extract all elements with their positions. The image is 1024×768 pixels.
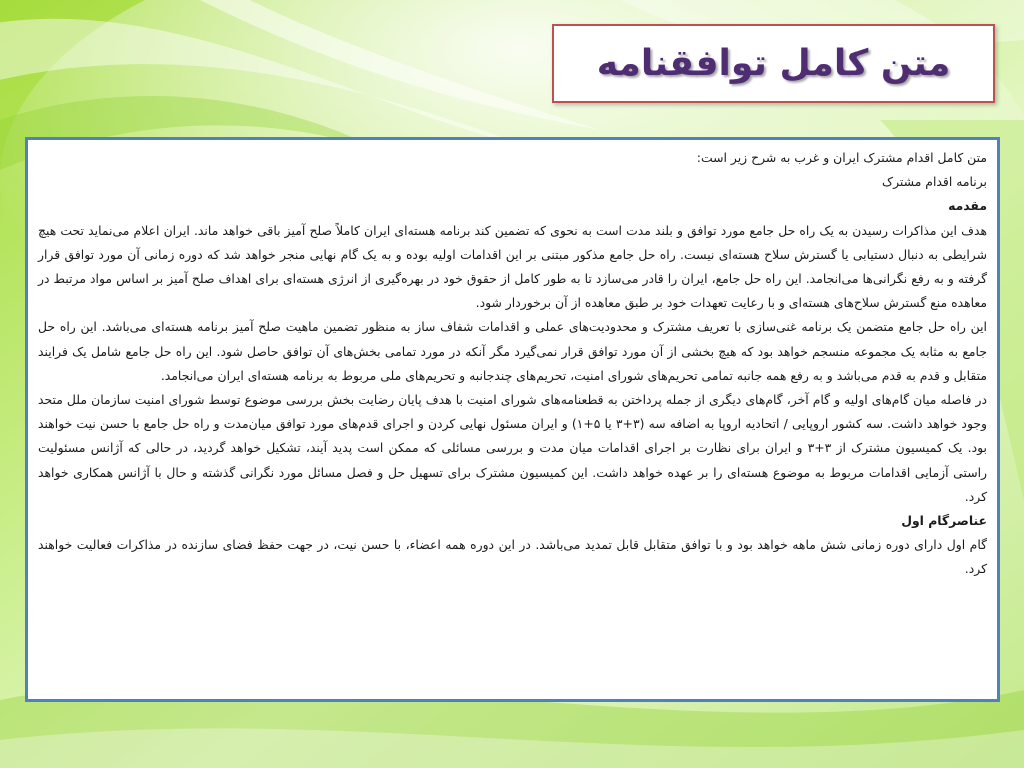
paragraph: متن کامل اقدام مشترک ایران و غرب به شرح زیر است: [696, 150, 987, 165]
title-box [552, 24, 995, 103]
paragraph: در فاصله میان گام‌های اولیه و گام آخر، گام‌های دیگری از جمله پرداختن به قطعنامه‌های شورای امنیت با هدف پایان رضایت بخش بررسی موضوع توسط شورای امنیت سازمان ملل متحد وجود خواهد داشت. سه کشور اروپایی / اتحادیه اروپا به اضافه سه (۳+۳ یا ۵+۱) و ایران مسئول نهایی کردن و اجرای قدم‌های مورد توافق میان‌مدت و راه حل جامع با حسن نیت خواهند بود. یک کمیسیون مشترک از ۳+۳ و ایران برای نظارت بر اجرای اقدامات میان مدت و بررسی مسائلی که ممکن است پدید آیند، تشکیل خواهد گردید، در حالی که آژانس مسئولیت راستی آزمایی اقدامات مربوط به موضوع هسته‌ای را بر عهده خواهد داشت. این کمیسیون مشترک برای تسهیل حل و فصل مسائل مورد نگرانی گذشته و حال با آژانس همکاری خواهد کرد. [38, 392, 987, 504]
section-heading: مقدمه [948, 198, 987, 214]
slide-title: متن کامل توافقنامه [596, 43, 951, 84]
paragraph: این راه حل جامع متضمن یک برنامه غنی‌سازی با تعریف مشترک و محدودیت‌های عملی و اقدامات شفاف ساز به منظور تضمین ماهیت صلح آمیز برنامه هسته‌ای می‌باشد. این راه حل جامع به مثابه یک مجموعه منسجم خواهد بود که هیچ بخشی از آن مورد توافق قرار نمی‌گیرد مگر آنکه در مورد تمامی بخش‌های آن توافق حاصل شود. این راه حل جامع شامل یک فرایند متقابل و قدم به قدم می‌باشد و به رفع همه جانبه تمامی تحریم‌های شورای امنیت، تحریم‌های چندجانبه و تحریم‌های ملی مربوط به برنامه هسته‌ای ایران می‌انجامد. [38, 319, 987, 383]
body-text [38, 146, 987, 582]
section-heading: عناصرگام اول [901, 513, 987, 529]
paragraph: هدف این مذاکرات رسیدن به یک راه حل جامع مورد توافق و بلند مدت است به نحوی که تضمین کند برنامه هسته‌ای ایران کاملاً صلح آمیز باقی خواهد ماند. ایران اعلام می‌نماید تحت هیچ شرایطی به دنبال دستیابی یا گسترش سلاح هسته‌ای نیست. راه حل جامع مذکور مبتنی بر این اقدامات اولیه بوده و به یک گام نهایی منجر خواهد شد که دوره زمانی آن مورد توافق قرار گرفته و به رفع نگرانی‌ها می‌انجامد. این راه حل جامع، ایران را قادر می‌سازد تا به طور کامل از حقوق خود در بهره‌گیری از انرژی هسته‌ای برای اهداف صلح آمیز بر اساس مواد مرتبط در معاهده منع گسترش سلاح‌های هسته‌ای و با رعایت تعهدات خود بر طبق معاهده از آن برخوردار شود. [38, 222, 987, 311]
paragraph: برنامه اقدام مشترک [881, 174, 987, 190]
paragraph: گام اول دارای دوره زمانی شش ماهه خواهد بود و با توافق متقابل قابل تمدید می‌باشد. در این دوره همه اعضاء، با حسن نیت، در جهت حفظ فضای سازنده در مذاکرات فعالیت خواهند کرد. [38, 537, 987, 577]
content-box [25, 137, 1000, 702]
